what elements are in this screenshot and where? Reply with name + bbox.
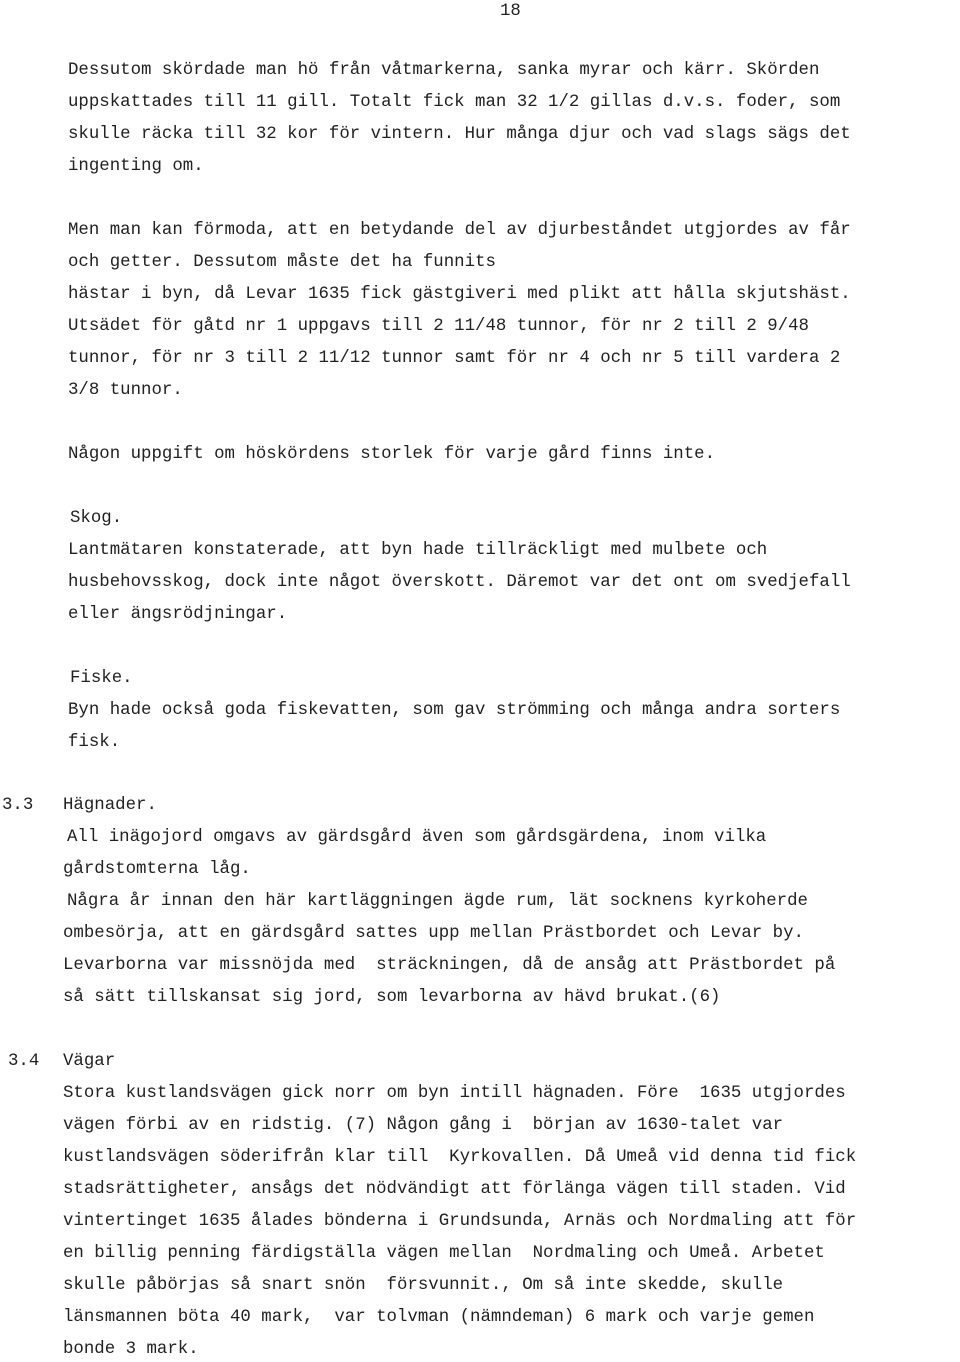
text-line: en billig penning färdigställa vägen mellan Nordmaling och Umeå. Arbetet — [63, 1244, 825, 1263]
page-number: 18 — [500, 2, 521, 21]
section-title: Vägar — [63, 1052, 116, 1071]
text-line: ombesörja, att en gärdsgård sattes upp mellan Prästbordet och Levar by. — [63, 924, 804, 943]
text-line: vägen förbi av en ridstig. (7) Någon gång i början av 1630-talet var — [63, 1116, 784, 1135]
text-line: länsmannen böta 40 mark, var tolvman (nämndeman) 6 mark och varje gemen — [63, 1308, 815, 1327]
text-line: så sätt tillskansat sig jord, som levarborna av hävd brukat.(6) — [63, 988, 721, 1007]
text-line: Byn hade också goda fiskevatten, som gav strömming och många andra sorters — [68, 701, 841, 720]
text-line: gårdstomterna låg. — [63, 860, 251, 879]
text-line: och getter. Dessutom måste det ha funnits — [68, 253, 496, 272]
text-line: Stora kustlandsvägen gick norr om byn intill hägnaden. Före 1635 utgjordes — [63, 1084, 846, 1103]
text-line: Utsädet för gåtd nr 1 uppgavs till 2 11/48 tunnor, för nr 2 till 2 9/48 — [68, 317, 809, 336]
text-line: Men man kan förmoda, att en betydande del av djurbeståndet utgjordes av får — [68, 221, 851, 240]
text-line: skulle påbörjas så snart snön försvunnit., Om så inte skedde, skulle — [63, 1276, 784, 1295]
text-line: eller ängsrödjningar. — [68, 605, 288, 624]
text-line: Lantmätaren konstaterade, att byn hade tillräckligt med mulbete och — [68, 541, 768, 560]
text-line: hästar i byn, då Levar 1635 fick gästgiveri med plikt att hålla skjutshäst. — [68, 285, 851, 304]
section-number: 3.3 — [2, 796, 34, 815]
text-line: Någon uppgift om höskördens storlek för varje gård finns inte. — [68, 445, 716, 464]
text-line: vintertinget 1635 ålades bönderna i Grundsunda, Arnäs och Nordmaling att för — [63, 1212, 857, 1231]
text-line: bonde 3 mark. — [63, 1340, 199, 1359]
text-line: Några år innan den här kartläggningen ägde rum, lät socknens kyrkoherde — [67, 892, 808, 911]
text-line: kustlandsvägen söderifrån klar till Kyrkovallen. Då Umeå vid denna tid fick — [63, 1148, 857, 1167]
subheading-fishing: Fiske. — [70, 669, 133, 688]
text-line: ingenting om. — [68, 157, 204, 176]
subheading-forest: Skog. — [70, 509, 123, 528]
section-title: Hägnader. — [63, 796, 157, 815]
text-line: Levarborna var missnöjda med sträckningen, då de ansåg att Prästbordet på — [63, 956, 836, 975]
text-line: husbehovsskog, dock inte något överskott. Däremot var det ont om svedjefall — [68, 573, 851, 592]
text-line: uppskattades till 11 gill. Totalt fick man 32 1/2 gillas d.v.s. foder, som — [68, 93, 841, 112]
text-line: All inägojord omgavs av gärdsgård även som gårdsgärdena, inom vilka — [67, 828, 767, 847]
text-line: Dessutom skördade man hö från våtmarkerna, sanka myrar och kärr. Skörden — [68, 61, 820, 80]
text-line: skulle räcka till 32 kor för vintern. Hur många djur och vad slags sägs det — [68, 125, 851, 144]
text-line: fisk. — [68, 733, 121, 752]
text-line: stadsrättigheter, ansågs det nödvändigt att förlänga vägen till staden. Vid — [63, 1180, 846, 1199]
text-line: 3/8 tunnor. — [68, 381, 183, 400]
text-line: tunnor, för nr 3 till 2 11/12 tunnor samt för nr 4 och nr 5 till vardera 2 — [68, 349, 841, 368]
section-number: 3.4 — [8, 1052, 40, 1071]
